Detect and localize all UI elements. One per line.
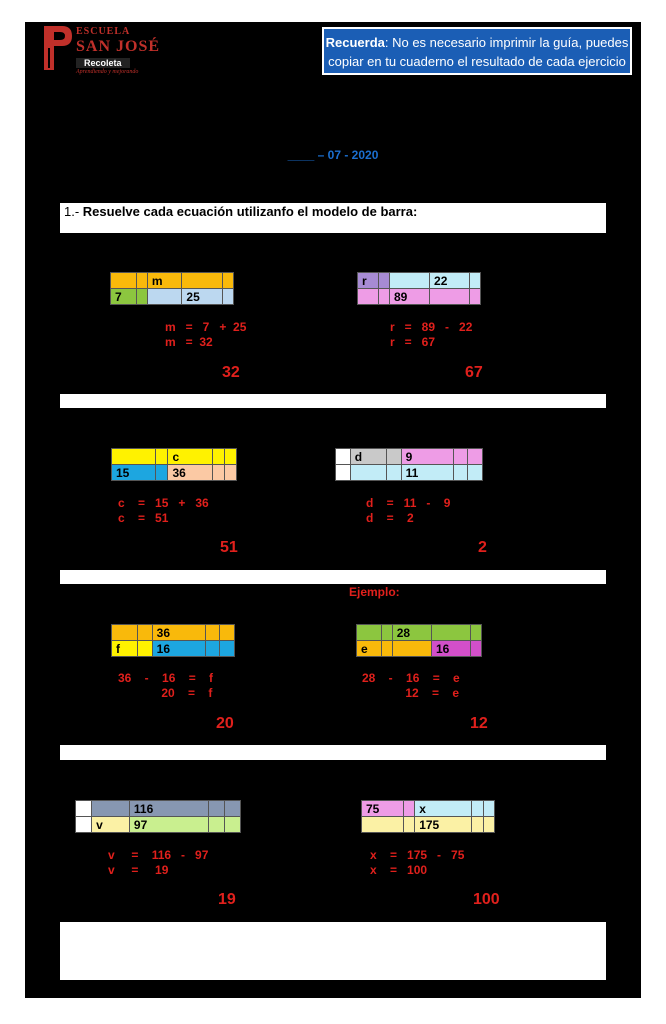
bar-cell xyxy=(453,449,468,465)
bar-top-row xyxy=(362,801,495,817)
equation-line-2: x = 100 xyxy=(370,863,428,877)
bar-cell xyxy=(212,465,224,481)
bar-cell xyxy=(468,449,483,465)
bar-top-row xyxy=(357,625,482,641)
equation-line-1: r = 89 - 22 xyxy=(390,320,473,334)
bar-bottom-row xyxy=(336,465,483,481)
bar-cell xyxy=(205,641,220,657)
bar-cell: v xyxy=(92,817,130,833)
answer: 51 xyxy=(220,539,238,556)
bar-model-r xyxy=(357,272,481,305)
equation-line-2: d = 2 xyxy=(366,511,414,525)
bar-cell xyxy=(386,465,401,481)
bar-model-e xyxy=(356,624,482,657)
bar-model-d xyxy=(335,448,483,481)
bar-cell xyxy=(208,817,224,833)
school-emblem-icon xyxy=(40,22,74,74)
bar-cell xyxy=(470,289,481,305)
bar-cell: 22 xyxy=(430,273,470,289)
instruction-number: 1.- xyxy=(64,204,83,219)
equation-line-2: 20 = f xyxy=(118,686,213,700)
bar-cell xyxy=(205,625,220,641)
bar-cell xyxy=(222,273,233,289)
bar-cell xyxy=(483,801,494,817)
logo-line-escuela: ESCUELA xyxy=(76,26,131,37)
bar-cell xyxy=(392,641,431,657)
bar-cell xyxy=(112,449,156,465)
reminder-note-title: Recuerda xyxy=(325,35,385,50)
bar-cell xyxy=(112,625,138,641)
bar-bottom-row xyxy=(358,289,481,305)
equation-line-2: m = 32 xyxy=(165,335,213,349)
bar-model-c xyxy=(111,448,237,481)
bar-cell xyxy=(224,801,240,817)
equation-line-1: 28 - 16 = e xyxy=(362,671,460,685)
bar-cell xyxy=(358,289,379,305)
bar-cell xyxy=(182,273,223,289)
bar-cell xyxy=(468,465,483,481)
bar-cell xyxy=(470,273,481,289)
equation-line-1: c = 15 + 36 xyxy=(118,496,209,510)
bar-cell: 89 xyxy=(389,289,429,305)
instruction-title xyxy=(64,204,417,219)
bar-cell xyxy=(92,801,130,817)
bar-cell xyxy=(208,801,224,817)
bar-cell xyxy=(350,465,386,481)
answer: 2 xyxy=(478,539,487,556)
bar-cell xyxy=(224,449,236,465)
bar-cell: m xyxy=(147,273,182,289)
bar-cell: 11 xyxy=(401,465,453,481)
bar-bottom-row xyxy=(362,817,495,833)
bar-cell xyxy=(220,625,235,641)
bar-cell xyxy=(379,289,390,305)
bar-cell: 97 xyxy=(129,817,208,833)
bar-cell xyxy=(453,465,468,481)
bar-cell xyxy=(224,817,240,833)
answer: 12 xyxy=(470,715,488,732)
bar-cell xyxy=(336,449,351,465)
equation-line-2: v = 19 xyxy=(108,863,169,877)
bar-cell: 75 xyxy=(362,801,404,817)
bar-cell: f xyxy=(112,641,138,657)
bar-cell xyxy=(136,273,147,289)
bar-cell xyxy=(138,641,153,657)
bar-cell xyxy=(362,817,404,833)
bar-top-row xyxy=(112,625,235,641)
bar-cell: 7 xyxy=(111,289,137,305)
equation-line-1: x = 175 - 75 xyxy=(370,848,465,862)
answer: 19 xyxy=(218,891,236,908)
answer: 32 xyxy=(222,364,240,381)
bar-cell: 16 xyxy=(152,641,205,657)
bar-cell xyxy=(379,273,390,289)
bar-cell: e xyxy=(357,641,382,657)
bar-cell xyxy=(212,449,224,465)
worksheet-date: ____ – 07 - 2020 xyxy=(287,148,379,162)
logo-line-recoleta: Recoleta xyxy=(76,58,130,68)
bar-cell xyxy=(156,449,168,465)
reminder-note xyxy=(322,27,632,75)
bar-cell xyxy=(471,641,482,657)
equation-line-2: c = 51 xyxy=(118,511,169,525)
bar-cell: 36 xyxy=(168,465,212,481)
equation-line-1: 36 - 16 = f xyxy=(118,671,214,685)
bar-cell xyxy=(403,801,414,817)
bar-model-m xyxy=(110,272,234,305)
example-label: Ejemplo: xyxy=(349,585,400,599)
bar-bottom-row xyxy=(357,641,482,657)
equation-line-1: d = 11 - 9 xyxy=(366,496,451,510)
bar-cell: c xyxy=(168,449,212,465)
bar-model-v xyxy=(75,800,241,833)
bar-cell: 116 xyxy=(129,801,208,817)
bar-bottom-row xyxy=(112,641,235,657)
bar-top-row xyxy=(112,449,237,465)
equation-line-1: v = 116 - 97 xyxy=(108,848,209,862)
bar-cell xyxy=(111,273,137,289)
bar-cell xyxy=(389,273,429,289)
bar-cell: x xyxy=(415,801,472,817)
bar-model-f xyxy=(111,624,235,657)
bar-cell: 9 xyxy=(401,449,453,465)
bar-cell: 15 xyxy=(112,465,156,481)
bar-cell: d xyxy=(350,449,386,465)
bar-cell xyxy=(472,817,483,833)
bar-cell xyxy=(483,817,494,833)
bar-cell xyxy=(336,465,351,481)
bar-cell xyxy=(357,625,382,641)
bar-cell: 28 xyxy=(392,625,431,641)
bar-top-row xyxy=(358,273,481,289)
bar-cell xyxy=(136,289,147,305)
bar-cell xyxy=(403,817,414,833)
bar-bottom-row xyxy=(112,465,237,481)
bar-cell xyxy=(224,465,236,481)
bar-cell xyxy=(76,817,92,833)
separator-band-2 xyxy=(60,570,606,584)
logo-line-motto: Aprendiendo y mejorando xyxy=(76,69,139,75)
answer-box-band xyxy=(60,922,606,980)
bar-top-row xyxy=(76,801,241,817)
bar-model-x xyxy=(361,800,495,833)
answer: 100 xyxy=(473,891,500,908)
bar-cell xyxy=(76,801,92,817)
answer: 67 xyxy=(465,364,483,381)
bar-cell: 16 xyxy=(431,641,470,657)
reminder-note-text: : No es necesario imprimir la guía, puedes copiar en tu cuaderno el resultado de cada ejercicio xyxy=(328,35,629,69)
bar-cell: r xyxy=(358,273,379,289)
bar-cell: 175 xyxy=(415,817,472,833)
bar-cell xyxy=(472,801,483,817)
bar-cell: 25 xyxy=(182,289,223,305)
bar-cell xyxy=(382,641,393,657)
bar-cell: 36 xyxy=(152,625,205,641)
answer: 20 xyxy=(216,715,234,732)
bar-cell xyxy=(431,625,470,641)
bar-cell xyxy=(430,289,470,305)
equation-line-1: m = 7 + 25 xyxy=(165,320,247,334)
separator-band-3 xyxy=(60,745,606,760)
equation-line-2: 12 = e xyxy=(362,686,460,700)
bar-cell xyxy=(382,625,393,641)
bar-cell xyxy=(471,625,482,641)
bar-bottom-row xyxy=(111,289,234,305)
bar-top-row xyxy=(336,449,483,465)
instruction-text: Resuelve cada ecuación utilizanfo el modelo de barra: xyxy=(82,204,418,219)
bar-cell xyxy=(222,289,233,305)
logo-line-san-jose: SAN JOSÉ xyxy=(76,38,161,55)
equation-line-2: r = 67 xyxy=(390,335,436,349)
bar-cell xyxy=(386,449,401,465)
school-logo xyxy=(40,22,190,78)
bar-cell xyxy=(147,289,182,305)
separator-band-1 xyxy=(60,394,606,408)
bar-cell xyxy=(220,641,235,657)
bar-cell xyxy=(156,465,168,481)
bar-bottom-row xyxy=(76,817,241,833)
bar-cell xyxy=(138,625,153,641)
bar-top-row xyxy=(111,273,234,289)
